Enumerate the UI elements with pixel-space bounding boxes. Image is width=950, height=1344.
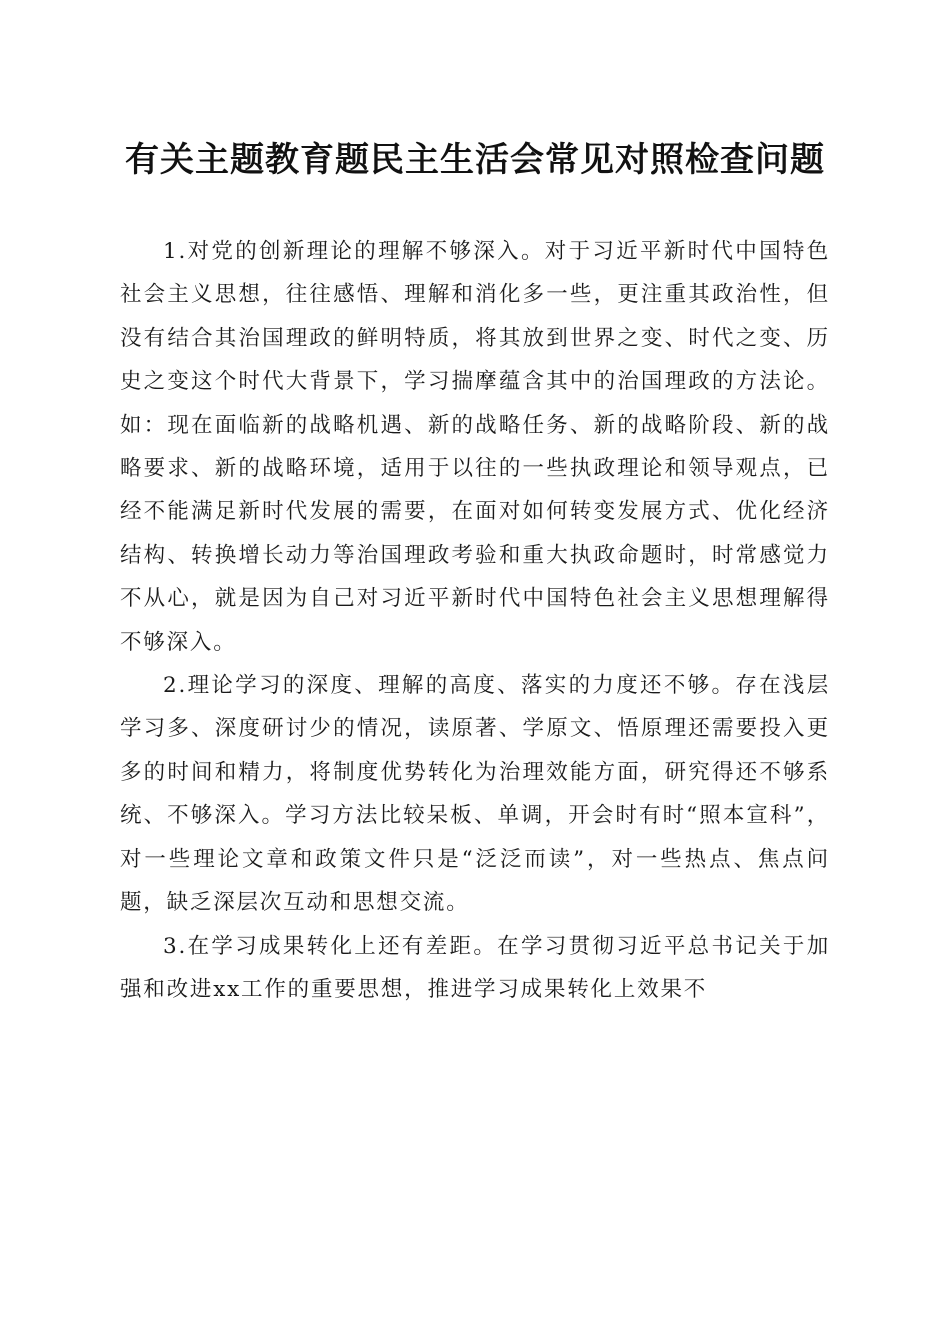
paragraph-1: 1.对党的创新理论的理解不够深入。对于习近平新时代中国特色社会主义思想，往往感悟、理解和消化多一些，更注重其政治性，但没有结合其治国理政的鲜明特质，将其放到世界之变、时代之变、历史之变这个时代大背景下，学习揣摩蕴含其中的治国理政的方法论。如：现在面临新的战略机遇、新的战略任务、新的战略阶段、新的战略要求、新的战略环境，适用于以往的一些执政理论和领导观点，已经不能满足新时代发展的需要，在面对如何转变发展方式、优化经济结构、转换增长动力等治国理政考验和重大执政命题时，时常感觉力不从心，就是因为自己对习近平新时代中国特色社会主义思想理解得不够深入。 (120, 239, 830, 655)
document-body (120, 230, 830, 1011)
document-title: 有关主题教育题民主生活会常见对照检查问题 (125, 140, 825, 180)
paragraph-3: 3.在学习成果转化上还有差距。在学习贯彻习近平总书记关于加强和改进xx工作的重要思想，推进学习成果转化上效果不 (120, 933, 830, 1002)
paragraph-2: 2.理论学习的深度、理解的高度、落实的力度还不够。存在浅层学习多、深度研讨少的情况，读原著、学原文、悟原理还需要投入更多的时间和精力，将制度优势转化为治理效能方面，研究得还不够系统、不够深入。学习方法比较呆板、单调，开会时有时“照本宣科”，对一些理论文章和政策文件只是“泛泛而读”，对一些热点、焦点问题，缺乏深层次互动和思想交流。 (120, 673, 830, 916)
